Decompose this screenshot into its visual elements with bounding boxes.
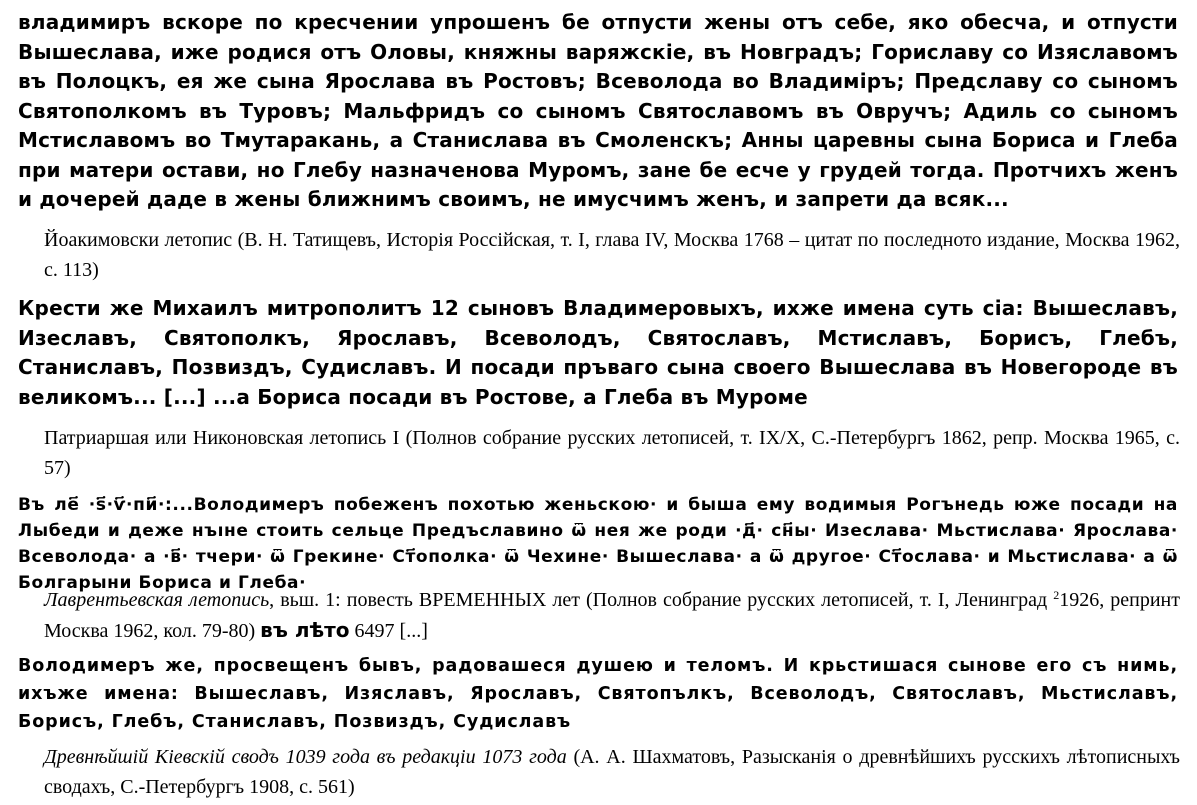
source-title-italic: Лаврентьевская летопись (44, 589, 270, 611)
source-citation-nikon: Патриаршая или Никоновская летопись I (Полнов собрание русских летописей, т. IX/X, С.-Петербургъ 1862, репр. Москва 1965, с. 57) (44, 427, 1180, 479)
old-slavonic-phrase: въ лѣто (260, 618, 350, 642)
source-text-part: (А. А. Шахматовъ, Разысканія о древнѣйшихъ русскихъ лѣтописныхъ сводахъ, С.-Петербургъ 1908, с. 561) (44, 746, 1180, 798)
source-text-part: 1926, репринт Москва 1962, кол. 79-80) (44, 589, 1180, 642)
source-citation-laurentian (44, 585, 1180, 646)
source-citation-joachim: Йоакимовски летопис (В. Н. Татищевъ, Исторія Россійская, т. I, глава IV, Москва 1768 – цитат по последното издание, Москва 1962, с. 113) (44, 229, 1180, 281)
source-citation-shakhmatov (44, 742, 1180, 802)
source-title-italic: Древнѣйшій Кіевскій сводъ 1039 года въ редакціи 1073 года (44, 746, 567, 768)
edition-superscript: 2 (1053, 588, 1060, 602)
source-text-part: , вьш. 1: повесть ВРЕМЕННЫХ лет (Полнов собрание русских летописей, т. I, Ленинград (269, 589, 1054, 611)
source-text-part: 6497 [...] (349, 620, 428, 642)
chronicle-quote-joachim: владимиръ вскоре по кресчении упрошенъ бе отпусти жены отъ себе, яко обесча, и отпусти Вышеслава, иже родися отъ Оловы, княжны варяжскіе, въ Новградъ; Гориславу со Изяславомъ въ Полоцкъ, ея же сына Ярослава въ Ростовъ; Всеволода во Владиміръ; Предславу со сыномъ Святополкомъ въ Туровъ; Мальфридъ со сыномъ Святославомъ въ Овручъ; Адиль со сыномъ Мстиславомъ во Тмутаракань, а Станислава въ Смоленскъ; Анны царевны сына Бориса и Глеба при матери остави, но Глебу назначенова Муромъ, зане бе есче у грудей тогда. Протчихъ женъ и дочерей даде в жены ближнимъ своимъ, не имусчимъ женъ, и запрети да всяк... (18, 10, 1178, 211)
chronicle-quote-nikon: Крести же Михаилъ митрополитъ 12 сыновъ Владимеровыхъ, ихже имена суть сіа: Вышеславъ, Изеславъ, Святополкъ, Ярославъ, Всеволодъ, Святославъ, Мстиславъ, Борисъ, Глебъ, Станиславъ, Позвиздъ, Судиславъ. И посади пръваго сына своего Вышеслава въ Новегороде въ великомъ... [...] ...а Бориса посади въ Ростове, а Глеба въ Муроме (18, 296, 1178, 409)
chronicle-quote-kiev-svod: Володимеръ же, просвещенъ бывъ, радовашеся душею и теломъ. И крьстишася сынове его съ нимь, ихъже имена: Вышеславъ, Изяславъ, Ярославъ, Святопълкъ, Всеволодъ, Святославъ, Мьстиславъ, Борисъ, Глебъ, Станиславъ, Позвиздъ, Судиславъ (18, 656, 1178, 732)
chronicle-quote-laurentian: Въ ле҃ ·ѕ҃·ѵ҃·пи҃·:...Володимеръ побеженъ похотью женьскою· и быша ему водимыя Рогънедь юже посади на Лыбеди и деже нъıне стоить сельце Предъславино ѿ нея же роди ·д҃· сн҃ы· Изеслава· Мьстислава· Ярослава· Всеволода· а ·в҃· тчери· ѿ Грекине· Ст҃ополка· ѿ Чехине· Вышеслава· а ѿ другое· Ст҃ослава· и Мьстислава· а ѿ Болгарыни Бориса и Глеба· (18, 495, 1178, 593)
